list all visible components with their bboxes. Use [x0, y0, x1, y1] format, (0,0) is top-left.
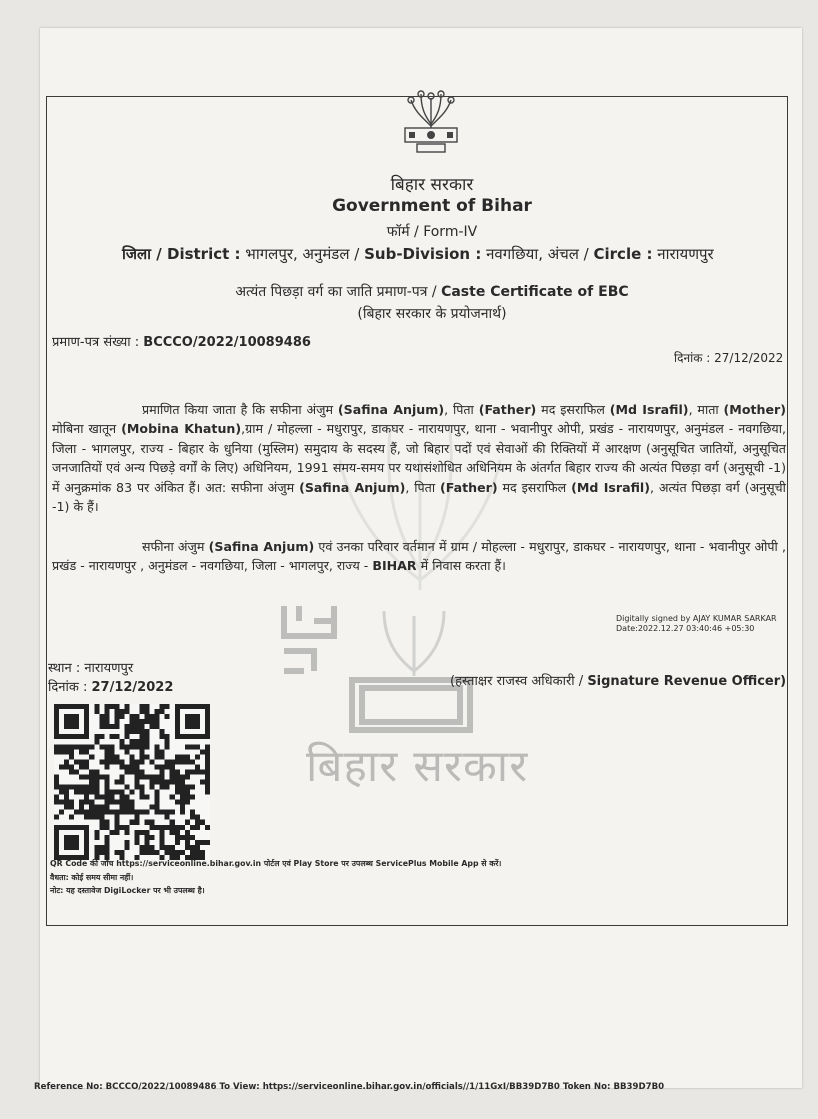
certificate-number-label: प्रमाण-पत्र संख्या : — [52, 335, 140, 350]
subdivision-label: Sub-Division : — [364, 245, 482, 263]
residence-paragraph — [52, 537, 786, 576]
father-name-hindi-2: मद इसराफिल — [502, 479, 567, 495]
qr-code[interactable] — [54, 704, 210, 860]
qr-note-url[interactable]: https://serviceonline.bihar.gov.in — [116, 859, 262, 868]
para1-text-b: , पिता — [444, 402, 474, 417]
certificate-type — [130, 282, 734, 301]
signature-date-label: दिनांक : — [48, 680, 88, 695]
officer-signature-label — [450, 671, 786, 689]
para2-text-b: एवं उनका परिवार वर्तमान में ग्राम / मोहल्ला - मधुरापुर, डाकघर - नारायणपुर, थाना - भवानीपुर ओपी , प्रखंड - नारायणपुर , अनुमंडल - नवगछिया, जिला - भागलपुर, राज्य - — [52, 539, 786, 574]
government-stamp-watermark — [274, 596, 484, 736]
certificate-number — [52, 332, 311, 350]
digilocker-note: नोट: यह दस्तावेज DigiLocker पर भी उपलब्ध है। — [50, 886, 205, 895]
certificate-number-value: BCCCO/2022/10089486 — [143, 335, 311, 350]
state-name-en: BIHAR — [372, 558, 417, 574]
mother-label-en: (Mother) — [723, 402, 786, 417]
digital-signature — [616, 614, 777, 634]
para1-text-d: , माता — [688, 402, 719, 417]
mother-name-en: (Mobina Khatun) — [121, 421, 242, 437]
digital-signature-date: Date:2022.12.27 03:40:46 +05:30 — [616, 624, 755, 633]
qr-note-suffix: पोर्टल एवं Play Store पर उपलब्ध ServicePlus Mobile App से करें। — [263, 859, 502, 868]
subdivision-value: नवगछिया, अंचल / — [486, 245, 589, 263]
para2-text-a: सफीना अंजुम — [142, 539, 205, 554]
officer-label-english: Signature Revenue Officer) — [587, 674, 787, 689]
father-name-en-2: (Md Israfil) — [571, 479, 650, 495]
district-label: जिला / District : — [122, 245, 241, 263]
signature-date — [48, 677, 173, 695]
jurisdiction-line — [122, 244, 714, 264]
certificate-purpose: (बिहार सरकार के प्रयोजनार्थ) — [357, 306, 507, 322]
district-value: भागलपुर, अनुमंडल / — [245, 245, 360, 263]
father-label-en-2: (Father) — [439, 479, 498, 495]
government-title: Government of Bihar — [332, 196, 532, 216]
state-name-hindi: बिहार सरकार — [390, 175, 474, 195]
place-of-issue — [48, 658, 133, 676]
form-number: फॉर्म / Form-IV — [386, 224, 478, 240]
bihar-sarkar-watermark: बिहार सरकार — [306, 741, 529, 792]
applicant-name-en: (Safina Anjum) — [337, 402, 445, 417]
applicant-name-en-3: (Safina Anjum) — [208, 539, 315, 554]
father-name-hindi: मद इसराफिल — [541, 402, 605, 417]
para1-text-i: , अत्यंत पिछड़ा वर्ग (अनुसूची -1) के हैं। — [52, 479, 786, 515]
place-label: स्थान : — [48, 661, 81, 676]
digital-signature-by: Digitally signed by AJAY KUMAR SARKAR — [616, 614, 777, 623]
para1-text-f: ,ग्राम / मोहल्ला - मधुरापुर, डाकघर - नारायणपुर, थाना - भवानीपुर ओपी, प्रखंड - नारायणपुर, अनुमंडल - नवगछिया, जिला - भागलपुर, राज्य - बिहार के धुनिया (मुस्लिम) समुदाय के सदस्य हैं, जो बिहार पदों एवं सेवाओं की रिक्तियों में आरक्षण (अनुसूचित जातियों, अनुसूचित जनजातियों एवं अन्य पिछड़े वर्गों के लिए) अधिनियम, 1991 समय-समय पर यथासंशोधित अधिनियम के अंतर्गत बिहार राज्य की अत्यंत पिछड़ा वर्ग (अनुसूची -1) में अनुक्रमांक 83 पर अंकित हैं। अत: सफीना अंजुम — [52, 421, 786, 495]
bihar-emblem-icon — [401, 88, 461, 156]
para2-text-c: में निवास करता हैं। — [420, 558, 506, 574]
issue-date-label: दिनांक : — [674, 351, 711, 365]
certification-paragraph — [52, 400, 786, 516]
qr-verification-note — [50, 859, 501, 869]
validity-note: वैधता: कोई समय सीमा नहीं। — [50, 873, 134, 882]
signature-date-value: 27/12/2022 — [91, 680, 174, 695]
applicant-name-en-2: (Safina Anjum) — [299, 479, 406, 495]
certificate-type-hindi: अत्यंत पिछड़ा वर्ग का जाति प्रमाण-पत्र / — [235, 284, 437, 300]
reference-footer: Reference No: BCCCO/2022/10089486 To View: https://serviceonline.bihar.gov.in/officials//1/11GxI/BB39D7B0 Token No: BB39D7B0 — [34, 1082, 665, 1092]
issue-date-value: 27/12/2022 — [714, 351, 784, 365]
father-name-en: (Md Israfil) — [609, 402, 689, 417]
certificate-type-english: Caste Certificate of EBC — [441, 284, 629, 300]
qr-note-prefix: QR Code की जाँच — [50, 859, 114, 868]
father-label-en: (Father) — [478, 402, 537, 417]
para1-text-a: प्रमाणित किया जाता है कि सफीना अंजुम — [142, 402, 334, 417]
circle-value: नारायणपुर — [657, 245, 714, 263]
place-value: नारायणपुर — [84, 661, 134, 676]
officer-label-hindi: (हस्ताक्षर राजस्व अधिकारी / — [450, 674, 584, 689]
issue-date — [674, 349, 783, 366]
circle-label: Circle : — [593, 245, 653, 263]
mother-name-hindi: मोबिना खातून — [52, 421, 117, 437]
para1-text-g: , पिता — [405, 479, 436, 495]
